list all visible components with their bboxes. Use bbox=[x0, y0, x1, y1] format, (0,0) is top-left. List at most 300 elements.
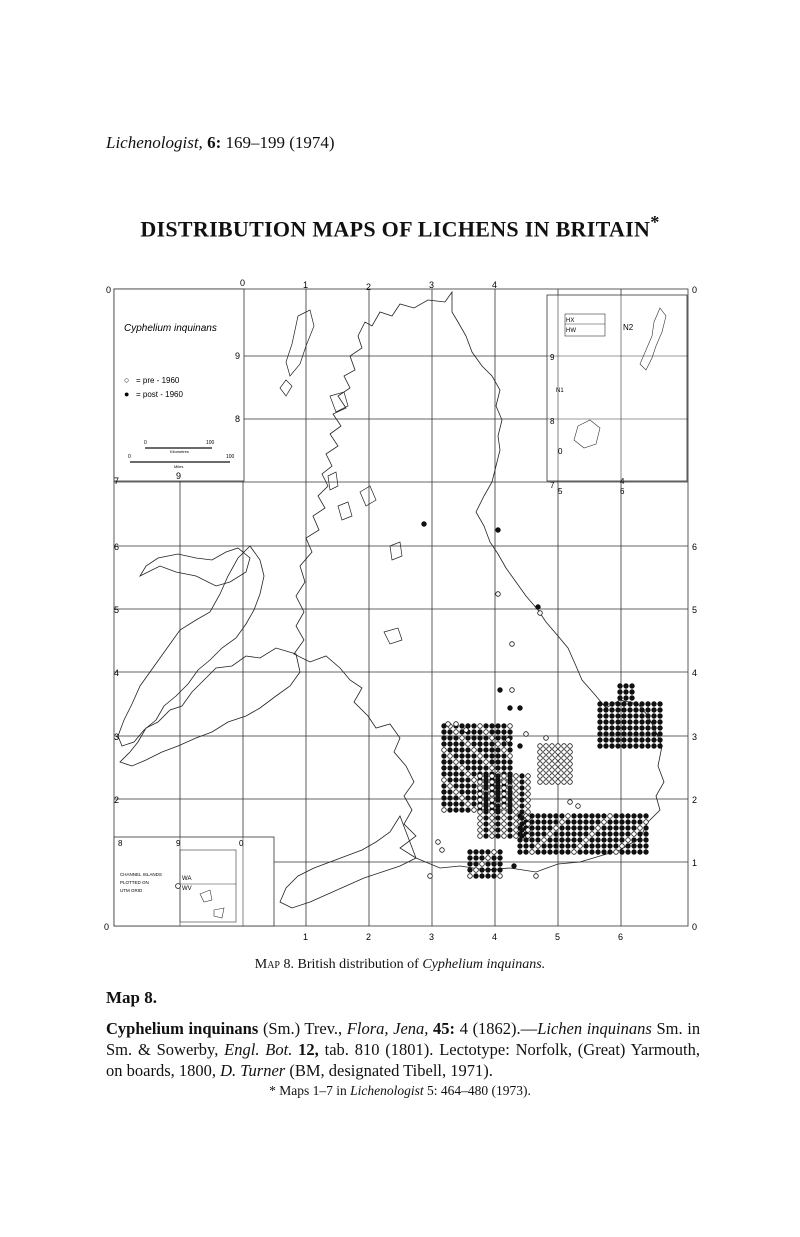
record-dot-post-1960 bbox=[598, 732, 603, 737]
record-dot-pre-1960 bbox=[436, 840, 441, 845]
species-label: Cyphelium inquinans bbox=[124, 323, 217, 334]
record-dot-post-1960 bbox=[578, 832, 583, 837]
record-dot-pre-1960 bbox=[544, 744, 549, 749]
record-dot-post-1960 bbox=[616, 702, 621, 707]
record-dot-post-1960 bbox=[644, 832, 649, 837]
record-dot-pre-1960 bbox=[466, 802, 471, 807]
map-caption-species: Cyphelium inquinans. bbox=[422, 957, 546, 972]
page-title bbox=[0, 212, 800, 242]
record-dot-post-1960 bbox=[520, 810, 525, 815]
legend-symbol-post: ● bbox=[124, 389, 130, 399]
left-tick-5: 5 bbox=[114, 605, 120, 615]
record-dot-post-1960 bbox=[604, 720, 609, 725]
record-dot-post-1960 bbox=[498, 862, 503, 867]
record-dot-post-1960 bbox=[634, 744, 639, 749]
record-dot-post-1960 bbox=[454, 736, 459, 741]
top-tick-1: 1 bbox=[303, 280, 309, 290]
record-dot-pre-1960 bbox=[536, 844, 541, 849]
record-dot-pre-1960 bbox=[502, 828, 507, 833]
record-dot-post-1960 bbox=[604, 702, 609, 707]
record-dot-post-1960 bbox=[622, 726, 627, 731]
right-tick-0: 0 bbox=[692, 285, 698, 295]
inset-label-n1: N1 bbox=[556, 388, 564, 394]
record-dot-pre-1960 bbox=[514, 822, 519, 827]
record-dot-post-1960 bbox=[560, 832, 565, 837]
inner-tick-9: 9 bbox=[235, 351, 241, 361]
record-dot-post-1960 bbox=[624, 684, 629, 689]
record-dot-post-1960 bbox=[478, 766, 483, 771]
record-dot-pre-1960 bbox=[562, 756, 567, 761]
record-dot-pre-1960 bbox=[508, 724, 513, 729]
record-dot-post-1960 bbox=[658, 732, 663, 737]
record-dot-pre-1960 bbox=[514, 834, 519, 839]
record-dot-post-1960 bbox=[502, 730, 507, 735]
record-dot-post-1960 bbox=[596, 844, 601, 849]
record-dot-pre-1960 bbox=[466, 742, 471, 747]
record-dot-post-1960 bbox=[658, 726, 663, 731]
bottom-tick-2: 2 bbox=[366, 932, 372, 942]
engl-bot: Engl. Bot. bbox=[224, 1040, 293, 1059]
record-dot-pre-1960 bbox=[538, 750, 543, 755]
right-tick-2: 2 bbox=[692, 795, 698, 805]
record-dot-post-1960 bbox=[614, 814, 619, 819]
record-dot-post-1960 bbox=[454, 754, 459, 759]
record-dot-pre-1960 bbox=[526, 816, 531, 821]
record-dot-pre-1960 bbox=[490, 828, 495, 833]
record-dot-post-1960 bbox=[484, 748, 489, 753]
species-journal-vol: 45: bbox=[433, 1019, 456, 1038]
record-dot-post-1960 bbox=[472, 784, 477, 789]
record-dot-post-1960 bbox=[602, 814, 607, 819]
record-dot-post-1960 bbox=[490, 754, 495, 759]
record-dot-post-1960 bbox=[634, 738, 639, 743]
record-dot-post-1960 bbox=[598, 702, 603, 707]
record-dot-post-1960 bbox=[584, 814, 589, 819]
record-dot-post-1960 bbox=[616, 726, 621, 731]
record-dot-post-1960 bbox=[626, 826, 631, 831]
record-dot-post-1960 bbox=[554, 850, 559, 855]
record-dot-pre-1960 bbox=[556, 750, 561, 755]
record-dot-post-1960 bbox=[634, 708, 639, 713]
record-dot-post-1960 bbox=[502, 760, 507, 765]
record-dot-pre-1960 bbox=[596, 826, 601, 831]
record-dot-post-1960 bbox=[508, 786, 513, 791]
record-dot-pre-1960 bbox=[526, 786, 531, 791]
record-dot-pre-1960 bbox=[478, 804, 483, 809]
record-dot-post-1960 bbox=[596, 850, 601, 855]
record-dot-post-1960 bbox=[460, 808, 465, 813]
species-name: Cyphelium inquinans bbox=[106, 1019, 259, 1038]
record-dot-post-1960 bbox=[614, 832, 619, 837]
inset-tick-7: 7 bbox=[550, 481, 555, 490]
record-dot-post-1960 bbox=[466, 760, 471, 765]
record-dot-pre-1960 bbox=[478, 828, 483, 833]
record-dot-pre-1960 bbox=[556, 774, 561, 779]
record-dot-post-1960 bbox=[604, 708, 609, 713]
record-dot-pre-1960 bbox=[556, 768, 561, 773]
record-dot-post-1960 bbox=[466, 754, 471, 759]
record-dot-post-1960 bbox=[496, 798, 501, 803]
record-dot-post-1960 bbox=[484, 804, 489, 809]
record-dot-pre-1960 bbox=[568, 750, 573, 755]
channel-tick-9: 9 bbox=[176, 839, 181, 848]
record-dot-post-1960 bbox=[616, 744, 621, 749]
record-dot-post-1960 bbox=[646, 702, 651, 707]
record-dot-post-1960 bbox=[496, 822, 501, 827]
record-dot-post-1960 bbox=[472, 772, 477, 777]
record-dot-post-1960 bbox=[616, 720, 621, 725]
record-dot-post-1960 bbox=[614, 844, 619, 849]
record-dot-post-1960 bbox=[590, 826, 595, 831]
record-dot-post-1960 bbox=[652, 732, 657, 737]
record-dot-pre-1960 bbox=[490, 816, 495, 821]
journal-reference bbox=[106, 133, 335, 153]
bottom-tick-6: 6 bbox=[618, 932, 624, 942]
record-dot-post-1960 bbox=[520, 804, 525, 809]
record-dot-post-1960 bbox=[634, 702, 639, 707]
record-dot-post-1960 bbox=[478, 748, 483, 753]
record-dot-pre-1960 bbox=[460, 766, 465, 771]
record-dot-pre-1960 bbox=[478, 822, 483, 827]
record-dot-post-1960 bbox=[610, 726, 615, 731]
left-tick-0: 0 bbox=[106, 285, 112, 295]
record-dot-post-1960 bbox=[518, 706, 523, 711]
record-dot-post-1960 bbox=[644, 844, 649, 849]
channel-note-2: PLOTTED ON bbox=[120, 880, 149, 885]
channel-tick-8: 8 bbox=[118, 839, 123, 848]
lectotype-text: tab. 810 (1801). Lectotype: Norfolk, (Great) Yarmouth, on boards, 1800, bbox=[106, 1040, 701, 1080]
record-dot-post-1960 bbox=[496, 528, 501, 533]
record-dot-post-1960 bbox=[646, 744, 651, 749]
record-dot-pre-1960 bbox=[542, 838, 547, 843]
record-dot-post-1960 bbox=[508, 780, 513, 785]
record-dot-pre-1960 bbox=[514, 774, 519, 779]
footnote bbox=[0, 1083, 800, 1099]
section-heading: Map 8. bbox=[106, 988, 157, 1007]
record-dot-pre-1960 bbox=[550, 762, 555, 767]
record-dot-post-1960 bbox=[548, 814, 553, 819]
record-dot-pre-1960 bbox=[468, 874, 473, 879]
record-dot-pre-1960 bbox=[544, 750, 549, 755]
right-tick-3: 3 bbox=[692, 732, 698, 742]
record-dot-post-1960 bbox=[608, 844, 613, 849]
record-dot-pre-1960 bbox=[550, 774, 555, 779]
record-dot-pre-1960 bbox=[490, 766, 495, 771]
footnote-mark: * bbox=[269, 1083, 276, 1098]
record-dot-post-1960 bbox=[640, 744, 645, 749]
record-dot-post-1960 bbox=[608, 838, 613, 843]
inset-label-hx: HX bbox=[566, 318, 575, 324]
record-dot-pre-1960 bbox=[514, 828, 519, 833]
record-dot-pre-1960 bbox=[538, 611, 543, 616]
record-dot-post-1960 bbox=[590, 838, 595, 843]
record-dot-pre-1960 bbox=[568, 800, 573, 805]
record-dot-post-1960 bbox=[542, 820, 547, 825]
record-dot-post-1960 bbox=[508, 834, 513, 839]
record-dot-post-1960 bbox=[520, 822, 525, 827]
record-dot-post-1960 bbox=[466, 736, 471, 741]
record-dot-post-1960 bbox=[530, 838, 535, 843]
record-dot-post-1960 bbox=[460, 790, 465, 795]
record-dot-post-1960 bbox=[454, 778, 459, 783]
record-dot-post-1960 bbox=[618, 690, 623, 695]
record-dot-post-1960 bbox=[536, 850, 541, 855]
record-dot-post-1960 bbox=[536, 826, 541, 831]
record-dot-post-1960 bbox=[634, 732, 639, 737]
record-dot-post-1960 bbox=[508, 804, 513, 809]
record-dot-post-1960 bbox=[590, 814, 595, 819]
record-dot-pre-1960 bbox=[568, 774, 573, 779]
species-description bbox=[106, 1018, 700, 1081]
scale-mi-start: 0 bbox=[128, 454, 131, 460]
record-dot-post-1960 bbox=[492, 856, 497, 861]
record-dot-pre-1960 bbox=[568, 744, 573, 749]
record-dot-pre-1960 bbox=[502, 748, 507, 753]
record-dot-pre-1960 bbox=[632, 832, 637, 837]
description-end: (BM, designated Tibell, 1971). bbox=[289, 1061, 493, 1080]
record-dot-post-1960 bbox=[560, 850, 565, 855]
record-dot-pre-1960 bbox=[502, 798, 507, 803]
top-tick-3: 3 bbox=[429, 280, 435, 290]
record-dot-post-1960 bbox=[498, 688, 503, 693]
record-dot-post-1960 bbox=[484, 774, 489, 779]
record-dot-pre-1960 bbox=[502, 822, 507, 827]
bottom-tick-3: 3 bbox=[429, 932, 435, 942]
record-dot-post-1960 bbox=[638, 850, 643, 855]
record-dot-post-1960 bbox=[460, 760, 465, 765]
record-dot-post-1960 bbox=[560, 844, 565, 849]
record-dot-post-1960 bbox=[442, 742, 447, 747]
record-dot-post-1960 bbox=[454, 802, 459, 807]
record-dot-post-1960 bbox=[628, 732, 633, 737]
record-dot-pre-1960 bbox=[550, 756, 555, 761]
channel-grid-wa: WA bbox=[182, 876, 192, 882]
record-dot-post-1960 bbox=[520, 798, 525, 803]
record-dot-pre-1960 bbox=[538, 756, 543, 761]
record-dot-post-1960 bbox=[622, 720, 627, 725]
record-dot-post-1960 bbox=[480, 856, 485, 861]
record-dot-post-1960 bbox=[472, 742, 477, 747]
record-dot-post-1960 bbox=[584, 850, 589, 855]
map-caption-text: British distribution of bbox=[297, 957, 419, 972]
record-dot-post-1960 bbox=[604, 738, 609, 743]
record-dot-post-1960 bbox=[518, 844, 523, 849]
record-dot-post-1960 bbox=[484, 792, 489, 797]
record-dot-pre-1960 bbox=[526, 780, 531, 785]
record-dot-post-1960 bbox=[554, 820, 559, 825]
record-dot-post-1960 bbox=[598, 708, 603, 713]
record-dot-pre-1960 bbox=[490, 810, 495, 815]
record-dot-post-1960 bbox=[460, 748, 465, 753]
record-dot-post-1960 bbox=[548, 820, 553, 825]
record-dot-pre-1960 bbox=[514, 780, 519, 785]
record-dot-post-1960 bbox=[496, 724, 501, 729]
record-dot-pre-1960 bbox=[572, 850, 577, 855]
record-dot-post-1960 bbox=[584, 820, 589, 825]
record-dot-post-1960 bbox=[610, 702, 615, 707]
inset-label-n2: N2 bbox=[623, 323, 634, 332]
record-dot-post-1960 bbox=[448, 736, 453, 741]
distribution-map bbox=[100, 276, 710, 946]
record-dot-post-1960 bbox=[472, 790, 477, 795]
scale-km-start: 0 bbox=[144, 440, 147, 446]
engl-bot-vol: 12, bbox=[298, 1040, 319, 1059]
record-dot-post-1960 bbox=[652, 714, 657, 719]
record-dot-post-1960 bbox=[632, 820, 637, 825]
record-dot-post-1960 bbox=[508, 706, 513, 711]
record-dot-post-1960 bbox=[604, 732, 609, 737]
record-dot-post-1960 bbox=[614, 820, 619, 825]
record-dot-pre-1960 bbox=[506, 738, 511, 743]
record-dot-pre-1960 bbox=[526, 774, 531, 779]
record-dot-post-1960 bbox=[622, 744, 627, 749]
record-dot-post-1960 bbox=[578, 820, 583, 825]
record-dot-post-1960 bbox=[536, 838, 541, 843]
record-dot-post-1960 bbox=[474, 874, 479, 879]
record-dot-pre-1960 bbox=[550, 744, 555, 749]
record-dot-post-1960 bbox=[460, 772, 465, 777]
record-dot-post-1960 bbox=[584, 832, 589, 837]
record-dot-post-1960 bbox=[658, 714, 663, 719]
record-dot-post-1960 bbox=[608, 850, 613, 855]
record-dot-post-1960 bbox=[448, 802, 453, 807]
record-dot-post-1960 bbox=[560, 814, 565, 819]
channel-tick-0: 0 bbox=[239, 839, 244, 848]
record-dot-pre-1960 bbox=[510, 642, 515, 647]
record-dot-pre-1960 bbox=[526, 798, 531, 803]
record-dot-post-1960 bbox=[454, 766, 459, 771]
record-dot-post-1960 bbox=[646, 708, 651, 713]
record-dot-post-1960 bbox=[644, 814, 649, 819]
record-dot-post-1960 bbox=[628, 744, 633, 749]
record-dot-pre-1960 bbox=[562, 768, 567, 773]
footnote-text: Maps 1–7 in bbox=[279, 1083, 347, 1098]
record-dot-post-1960 bbox=[646, 726, 651, 731]
record-dot-pre-1960 bbox=[478, 834, 483, 839]
record-dot-pre-1960 bbox=[490, 798, 495, 803]
record-dot-post-1960 bbox=[578, 826, 583, 831]
record-dot-post-1960 bbox=[484, 828, 489, 833]
record-dot-post-1960 bbox=[442, 772, 447, 777]
legend-text-pre: = pre - 1960 bbox=[136, 376, 180, 385]
channel-note-1: CHANNEL ISLANDS bbox=[120, 872, 162, 877]
bottom-tick-1: 1 bbox=[303, 932, 309, 942]
record-dot-post-1960 bbox=[638, 832, 643, 837]
record-dot-post-1960 bbox=[610, 738, 615, 743]
record-dot-pre-1960 bbox=[490, 786, 495, 791]
record-dot-post-1960 bbox=[466, 778, 471, 783]
inset-tick-5: 5 bbox=[558, 487, 563, 496]
record-dot-post-1960 bbox=[624, 696, 629, 701]
record-dot-post-1960 bbox=[468, 856, 473, 861]
record-dot-post-1960 bbox=[630, 696, 635, 701]
record-dot-pre-1960 bbox=[544, 774, 549, 779]
record-dot-pre-1960 bbox=[460, 796, 465, 801]
record-dot-pre-1960 bbox=[474, 868, 479, 873]
record-dot-pre-1960 bbox=[490, 822, 495, 827]
record-dot-post-1960 bbox=[490, 724, 495, 729]
record-dot-pre-1960 bbox=[442, 748, 447, 753]
record-dot-post-1960 bbox=[518, 744, 523, 749]
record-dot-post-1960 bbox=[520, 816, 525, 821]
record-dot-pre-1960 bbox=[534, 874, 539, 879]
record-dot-post-1960 bbox=[620, 832, 625, 837]
record-dot-post-1960 bbox=[616, 714, 621, 719]
record-dot-post-1960 bbox=[496, 748, 501, 753]
record-dot-post-1960 bbox=[628, 702, 633, 707]
record-dot-post-1960 bbox=[520, 780, 525, 785]
record-dot-post-1960 bbox=[448, 796, 453, 801]
record-dot-post-1960 bbox=[618, 696, 623, 701]
record-dot-post-1960 bbox=[484, 834, 489, 839]
inset-tick-6: 6 bbox=[620, 487, 625, 496]
record-dot-post-1960 bbox=[460, 742, 465, 747]
record-dot-post-1960 bbox=[572, 826, 577, 831]
record-dot-post-1960 bbox=[508, 798, 513, 803]
record-dot-post-1960 bbox=[590, 820, 595, 825]
right-tick-4: 4 bbox=[692, 668, 698, 678]
record-dot-post-1960 bbox=[640, 714, 645, 719]
record-dot-post-1960 bbox=[590, 844, 595, 849]
bottom-tick-5: 5 bbox=[555, 932, 561, 942]
record-dot-pre-1960 bbox=[526, 792, 531, 797]
record-dot-post-1960 bbox=[496, 816, 501, 821]
record-dot-pre-1960 bbox=[484, 760, 489, 765]
record-dot-post-1960 bbox=[442, 730, 447, 735]
record-dot-post-1960 bbox=[496, 810, 501, 815]
record-dot-pre-1960 bbox=[478, 798, 483, 803]
record-dot-pre-1960 bbox=[472, 778, 477, 783]
record-dot-pre-1960 bbox=[440, 848, 445, 853]
record-dot-post-1960 bbox=[608, 832, 613, 837]
record-dot-pre-1960 bbox=[550, 780, 555, 785]
record-dot-pre-1960 bbox=[544, 756, 549, 761]
record-dot-post-1960 bbox=[442, 796, 447, 801]
record-dot-pre-1960 bbox=[428, 874, 433, 879]
record-dot-post-1960 bbox=[422, 522, 427, 527]
record-dot-pre-1960 bbox=[584, 838, 589, 843]
record-dot-post-1960 bbox=[596, 832, 601, 837]
record-dot-post-1960 bbox=[484, 798, 489, 803]
record-dot-post-1960 bbox=[484, 780, 489, 785]
record-dot-post-1960 bbox=[496, 786, 501, 791]
record-dot-post-1960 bbox=[622, 732, 627, 737]
record-dot-pre-1960 bbox=[538, 744, 543, 749]
record-dot-post-1960 bbox=[566, 826, 571, 831]
record-dot-post-1960 bbox=[626, 832, 631, 837]
inset-tick-9: 9 bbox=[550, 353, 555, 362]
record-dot-post-1960 bbox=[634, 720, 639, 725]
record-dot-pre-1960 bbox=[568, 768, 573, 773]
record-dot-post-1960 bbox=[490, 730, 495, 735]
record-dot-pre-1960 bbox=[502, 780, 507, 785]
record-dot-post-1960 bbox=[496, 760, 501, 765]
record-dot-post-1960 bbox=[572, 814, 577, 819]
record-dot-pre-1960 bbox=[568, 762, 573, 767]
record-dot-post-1960 bbox=[610, 720, 615, 725]
record-dot-post-1960 bbox=[598, 720, 603, 725]
record-dot-post-1960 bbox=[480, 874, 485, 879]
record-dot-post-1960 bbox=[602, 844, 607, 849]
record-dot-post-1960 bbox=[484, 816, 489, 821]
record-dot-post-1960 bbox=[468, 862, 473, 867]
synonym: Lichen inquinans bbox=[537, 1019, 652, 1038]
record-dot-post-1960 bbox=[478, 760, 483, 765]
record-dot-post-1960 bbox=[542, 832, 547, 837]
record-dot-pre-1960 bbox=[478, 792, 483, 797]
left-tick-0b: 0 bbox=[104, 922, 110, 932]
record-dot-post-1960 bbox=[652, 744, 657, 749]
